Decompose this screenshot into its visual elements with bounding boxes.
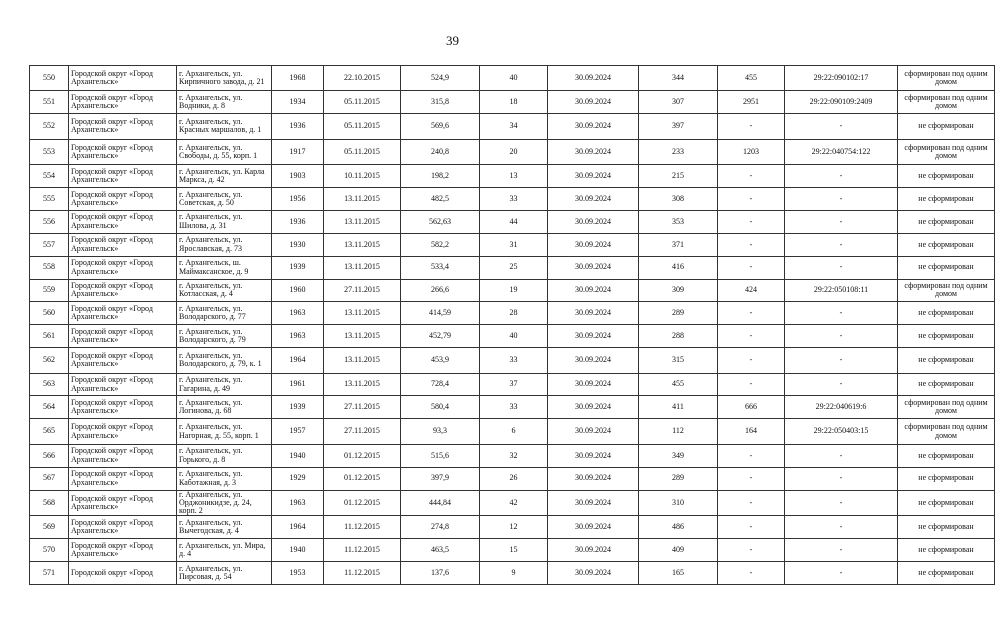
recognition-date-cell: 01.12.2015 (324, 467, 401, 490)
land-area-cell: - (718, 348, 785, 373)
district-cell: Городской округ «Город Архангельск» (69, 66, 177, 91)
recognition-date-cell: 27.11.2015 (324, 419, 401, 444)
floor-area-cell: 580,4 (401, 396, 480, 419)
table-row (30, 490, 995, 516)
table-row (30, 187, 995, 210)
district-cell: Городской округ «Город Архангельск» (69, 279, 177, 302)
count-cell: 315 (639, 348, 718, 373)
build-year-cell: 1940 (272, 539, 324, 562)
district-cell: Городской округ «Город Архангельск» (69, 187, 177, 210)
address-cell: г. Архангельск, ул. Шилова, д. 31 (177, 210, 272, 233)
cadastral-number-cell: - (785, 256, 898, 279)
cadastral-number-cell: - (785, 210, 898, 233)
address-cell: г. Архангельск, ул. Володарского, д. 79 (177, 325, 272, 348)
recognition-date-cell: 11.12.2015 (324, 562, 401, 585)
build-year-cell: 1968 (272, 66, 324, 91)
land-status-cell: не сформирован (898, 210, 995, 233)
recognition-date-cell: 13.11.2015 (324, 302, 401, 325)
residents-cell: 6 (480, 419, 548, 444)
residents-cell: 33 (480, 396, 548, 419)
recognition-date-cell: 13.11.2015 (324, 210, 401, 233)
district-cell: Городской округ «Город Архангельск» (69, 256, 177, 279)
report-date-cell: 30.09.2024 (548, 490, 639, 516)
cadastral-number-cell: - (785, 562, 898, 585)
row-number-cell: 554 (30, 165, 69, 188)
residents-cell: 25 (480, 256, 548, 279)
land-area-cell: 2951 (718, 91, 785, 114)
floor-area-cell: 524,9 (401, 66, 480, 91)
address-cell: г. Архангельск, ул. Горького, д. 8 (177, 444, 272, 467)
build-year-cell: 1963 (272, 302, 324, 325)
residents-cell: 33 (480, 348, 548, 373)
row-number-cell: 571 (30, 562, 69, 585)
land-area-cell: 666 (718, 396, 785, 419)
land-status-cell: не сформирован (898, 114, 995, 139)
count-cell: 371 (639, 233, 718, 256)
cadastral-number-cell: - (785, 539, 898, 562)
residents-cell: 40 (480, 66, 548, 91)
land-area-cell: - (718, 233, 785, 256)
address-cell: г. Архангельск, ул. Пирсовая, д. 54 (177, 562, 272, 585)
floor-area-cell: 582,2 (401, 233, 480, 256)
residents-cell: 32 (480, 444, 548, 467)
address-cell: г. Архангельск, ул. Кирпичного завода, д. 21 (177, 66, 272, 91)
recognition-date-cell: 01.12.2015 (324, 444, 401, 467)
residents-cell: 9 (480, 562, 548, 585)
row-number-cell: 568 (30, 490, 69, 516)
floor-area-cell: 397,9 (401, 467, 480, 490)
table-row (30, 165, 995, 188)
report-date-cell: 30.09.2024 (548, 516, 639, 539)
table-row (30, 114, 995, 139)
table-row (30, 373, 995, 396)
report-date-cell: 30.09.2024 (548, 396, 639, 419)
build-year-cell: 1939 (272, 256, 324, 279)
district-cell: Городской округ «Город Архангельск» (69, 444, 177, 467)
district-cell: Городской округ «Город Архангельск» (69, 419, 177, 444)
land-status-cell: не сформирован (898, 539, 995, 562)
district-cell: Городской округ «Город Архангельск» (69, 165, 177, 188)
residents-cell: 13 (480, 165, 548, 188)
row-number-cell: 553 (30, 139, 69, 164)
cadastral-number-cell: - (785, 490, 898, 516)
land-area-cell: 1203 (718, 139, 785, 164)
land-area-cell: 164 (718, 419, 785, 444)
district-cell: Городской округ «Город Архангельск» (69, 348, 177, 373)
land-status-cell: сформирован под одним домом (898, 139, 995, 164)
count-cell: 409 (639, 539, 718, 562)
row-number-cell: 560 (30, 302, 69, 325)
count-cell: 289 (639, 467, 718, 490)
build-year-cell: 1964 (272, 516, 324, 539)
land-area-cell: - (718, 562, 785, 585)
row-number-cell: 551 (30, 91, 69, 114)
recognition-date-cell: 01.12.2015 (324, 490, 401, 516)
row-number-cell: 552 (30, 114, 69, 139)
district-cell: Городской округ «Город Архангельск» (69, 516, 177, 539)
land-status-cell: не сформирован (898, 444, 995, 467)
land-status-cell: не сформирован (898, 233, 995, 256)
table-row (30, 139, 995, 164)
residents-cell: 31 (480, 233, 548, 256)
build-year-cell: 1929 (272, 467, 324, 490)
land-status-cell: сформирован под одним домом (898, 66, 995, 91)
row-number-cell: 564 (30, 396, 69, 419)
residents-cell: 34 (480, 114, 548, 139)
floor-area-cell: 515,6 (401, 444, 480, 467)
row-number-cell: 550 (30, 66, 69, 91)
report-date-cell: 30.09.2024 (548, 373, 639, 396)
build-year-cell: 1930 (272, 233, 324, 256)
row-number-cell: 565 (30, 419, 69, 444)
residents-cell: 12 (480, 516, 548, 539)
recognition-date-cell: 05.11.2015 (324, 139, 401, 164)
report-date-cell: 30.09.2024 (548, 302, 639, 325)
report-date-cell: 30.09.2024 (548, 539, 639, 562)
build-year-cell: 1964 (272, 348, 324, 373)
address-cell: г. Архангельск, ул. Мира, д. 4 (177, 539, 272, 562)
land-area-cell: - (718, 373, 785, 396)
table-row (30, 444, 995, 467)
residents-cell: 19 (480, 279, 548, 302)
table-row (30, 210, 995, 233)
district-cell: Городской округ «Город Архангельск» (69, 114, 177, 139)
build-year-cell: 1940 (272, 444, 324, 467)
table-row (30, 256, 995, 279)
district-cell: Городской округ «Город Архангельск» (69, 139, 177, 164)
district-cell: Городской округ «Город Архангельск» (69, 302, 177, 325)
count-cell: 353 (639, 210, 718, 233)
address-cell: г. Архангельск, ул. Каботажная, д. 3 (177, 467, 272, 490)
land-status-cell: сформирован под одним домом (898, 419, 995, 444)
cadastral-number-cell: - (785, 444, 898, 467)
cadastral-number-cell: - (785, 114, 898, 139)
floor-area-cell: 482,5 (401, 187, 480, 210)
count-cell: 310 (639, 490, 718, 516)
table-row (30, 348, 995, 373)
cadastral-number-cell: 29:22:050108:11 (785, 279, 898, 302)
address-cell: г. Архангельск, ул. Логинова, д. 68 (177, 396, 272, 419)
row-number-cell: 555 (30, 187, 69, 210)
district-cell: Городской округ «Город Архангельск» (69, 210, 177, 233)
table-body (30, 66, 995, 585)
district-cell: Городской округ «Город Архангельск» (69, 396, 177, 419)
residents-cell: 20 (480, 139, 548, 164)
table-row (30, 279, 995, 302)
report-date-cell: 30.09.2024 (548, 66, 639, 91)
table-row (30, 233, 995, 256)
floor-area-cell: 728,4 (401, 373, 480, 396)
report-date-cell: 30.09.2024 (548, 233, 639, 256)
land-area-cell: - (718, 325, 785, 348)
row-number-cell: 559 (30, 279, 69, 302)
residents-cell: 40 (480, 325, 548, 348)
report-date-cell: 30.09.2024 (548, 91, 639, 114)
floor-area-cell: 453,9 (401, 348, 480, 373)
table-row (30, 419, 995, 444)
count-cell: 307 (639, 91, 718, 114)
land-status-cell: не сформирован (898, 187, 995, 210)
table-row (30, 516, 995, 539)
land-status-cell: не сформирован (898, 516, 995, 539)
recognition-date-cell: 10.11.2015 (324, 165, 401, 188)
land-area-cell: - (718, 114, 785, 139)
row-number-cell: 561 (30, 325, 69, 348)
housing-registry-table (29, 65, 995, 585)
floor-area-cell: 93,3 (401, 419, 480, 444)
district-cell: Городской округ «Город Архангельск» (69, 91, 177, 114)
report-date-cell: 30.09.2024 (548, 210, 639, 233)
row-number-cell: 556 (30, 210, 69, 233)
cadastral-number-cell: - (785, 373, 898, 396)
row-number-cell: 558 (30, 256, 69, 279)
land-status-cell: не сформирован (898, 373, 995, 396)
build-year-cell: 1936 (272, 210, 324, 233)
recognition-date-cell: 13.11.2015 (324, 373, 401, 396)
residents-cell: 28 (480, 302, 548, 325)
land-area-cell: - (718, 187, 785, 210)
table-row (30, 396, 995, 419)
land-area-cell: - (718, 516, 785, 539)
cadastral-number-cell: 29:22:090102:17 (785, 66, 898, 91)
land-area-cell: - (718, 302, 785, 325)
floor-area-cell: 452,79 (401, 325, 480, 348)
table-row (30, 302, 995, 325)
land-area-cell: 424 (718, 279, 785, 302)
recognition-date-cell: 13.11.2015 (324, 348, 401, 373)
recognition-date-cell: 05.11.2015 (324, 91, 401, 114)
table-row (30, 91, 995, 114)
land-status-cell: не сформирован (898, 467, 995, 490)
cadastral-number-cell: - (785, 467, 898, 490)
report-date-cell: 30.09.2024 (548, 562, 639, 585)
address-cell: г. Архангельск, ул. Котласская, д. 4 (177, 279, 272, 302)
recognition-date-cell: 13.11.2015 (324, 187, 401, 210)
report-date-cell: 30.09.2024 (548, 444, 639, 467)
build-year-cell: 1939 (272, 396, 324, 419)
address-cell: г. Архангельск, ул. Водники, д. 8 (177, 91, 272, 114)
land-area-cell: - (718, 467, 785, 490)
floor-area-cell: 198,2 (401, 165, 480, 188)
district-cell: Городской округ «Город Архангельск» (69, 325, 177, 348)
address-cell: г. Архангельск, ул. Красных маршалов, д. 1 (177, 114, 272, 139)
floor-area-cell: 569,6 (401, 114, 480, 139)
build-year-cell: 1953 (272, 562, 324, 585)
floor-area-cell: 266,6 (401, 279, 480, 302)
count-cell: 289 (639, 302, 718, 325)
cadastral-number-cell: 29:22:040619:6 (785, 396, 898, 419)
district-cell: Городской округ «Город Архангельск» (69, 373, 177, 396)
land-status-cell: не сформирован (898, 490, 995, 516)
row-number-cell: 566 (30, 444, 69, 467)
cadastral-number-cell: - (785, 302, 898, 325)
land-area-cell: - (718, 165, 785, 188)
count-cell: 411 (639, 396, 718, 419)
land-status-cell: сформирован под одним домом (898, 91, 995, 114)
report-date-cell: 30.09.2024 (548, 187, 639, 210)
district-cell: Городской округ «Город Архангельск» (69, 539, 177, 562)
land-status-cell: сформирован под одним домом (898, 279, 995, 302)
count-cell: 308 (639, 187, 718, 210)
report-date-cell: 30.09.2024 (548, 419, 639, 444)
floor-area-cell: 444,84 (401, 490, 480, 516)
address-cell: г. Архангельск, ул. Володарского, д. 79, к. 1 (177, 348, 272, 373)
floor-area-cell: 315,8 (401, 91, 480, 114)
table-row (30, 467, 995, 490)
residents-cell: 37 (480, 373, 548, 396)
address-cell: г. Архангельск, ул. Гагарина, д. 49 (177, 373, 272, 396)
count-cell: 416 (639, 256, 718, 279)
residents-cell: 44 (480, 210, 548, 233)
cadastral-number-cell: 29:22:040754:122 (785, 139, 898, 164)
build-year-cell: 1957 (272, 419, 324, 444)
build-year-cell: 1963 (272, 325, 324, 348)
residents-cell: 42 (480, 490, 548, 516)
land-status-cell: не сформирован (898, 256, 995, 279)
address-cell: г. Архангельск, ул. Володарского, д. 77 (177, 302, 272, 325)
build-year-cell: 1917 (272, 139, 324, 164)
cadastral-number-cell: - (785, 348, 898, 373)
floor-area-cell: 240,8 (401, 139, 480, 164)
recognition-date-cell: 11.12.2015 (324, 539, 401, 562)
floor-area-cell: 463,5 (401, 539, 480, 562)
cadastral-number-cell: - (785, 187, 898, 210)
residents-cell: 18 (480, 91, 548, 114)
address-cell: г. Архангельск, ул. Свободы, д. 55, корп. 1 (177, 139, 272, 164)
count-cell: 165 (639, 562, 718, 585)
address-cell: г. Архангельск, ул. Орджоникидзе, д. 24, корп. 2 (177, 490, 272, 516)
table-row (30, 562, 995, 585)
row-number-cell: 567 (30, 467, 69, 490)
recognition-date-cell: 27.11.2015 (324, 279, 401, 302)
report-date-cell: 30.09.2024 (548, 114, 639, 139)
cadastral-number-cell: - (785, 233, 898, 256)
cadastral-number-cell: - (785, 325, 898, 348)
count-cell: 215 (639, 165, 718, 188)
address-cell: г. Архангельск, ш. Маймаксанское, д. 9 (177, 256, 272, 279)
count-cell: 233 (639, 139, 718, 164)
recognition-date-cell: 22.10.2015 (324, 66, 401, 91)
recognition-date-cell: 13.11.2015 (324, 325, 401, 348)
floor-area-cell: 274,8 (401, 516, 480, 539)
floor-area-cell: 533,4 (401, 256, 480, 279)
row-number-cell: 569 (30, 516, 69, 539)
recognition-date-cell: 11.12.2015 (324, 516, 401, 539)
address-cell: г. Архангельск, ул. Ярославская, д. 73 (177, 233, 272, 256)
page-number: 39 (446, 33, 459, 48)
land-area-cell: - (718, 490, 785, 516)
build-year-cell: 1960 (272, 279, 324, 302)
land-status-cell: не сформирован (898, 302, 995, 325)
land-status-cell: не сформирован (898, 165, 995, 188)
count-cell: 455 (639, 373, 718, 396)
residents-cell: 26 (480, 467, 548, 490)
land-status-cell: не сформирован (898, 562, 995, 585)
count-cell: 486 (639, 516, 718, 539)
land-area-cell: - (718, 444, 785, 467)
build-year-cell: 1956 (272, 187, 324, 210)
row-number-cell: 570 (30, 539, 69, 562)
table-row (30, 539, 995, 562)
build-year-cell: 1961 (272, 373, 324, 396)
count-cell: 397 (639, 114, 718, 139)
count-cell: 309 (639, 279, 718, 302)
recognition-date-cell: 27.11.2015 (324, 396, 401, 419)
recognition-date-cell: 13.11.2015 (324, 233, 401, 256)
land-status-cell: сформирован под одним домом (898, 396, 995, 419)
report-date-cell: 30.09.2024 (548, 348, 639, 373)
address-cell: г. Архангельск, ул. Советская, д. 50 (177, 187, 272, 210)
district-cell: Городской округ «Город (69, 562, 177, 585)
table-row (30, 325, 995, 348)
land-status-cell: не сформирован (898, 325, 995, 348)
row-number-cell: 557 (30, 233, 69, 256)
report-date-cell: 30.09.2024 (548, 325, 639, 348)
residents-cell: 15 (480, 539, 548, 562)
floor-area-cell: 414,59 (401, 302, 480, 325)
land-status-cell: не сформирован (898, 348, 995, 373)
report-date-cell: 30.09.2024 (548, 165, 639, 188)
residents-cell: 33 (480, 187, 548, 210)
report-date-cell: 30.09.2024 (548, 139, 639, 164)
land-area-cell: - (718, 210, 785, 233)
district-cell: Городской округ «Город Архангельск» (69, 490, 177, 516)
row-number-cell: 563 (30, 373, 69, 396)
build-year-cell: 1934 (272, 91, 324, 114)
address-cell: г. Архангельск, ул. Карла Маркса, д. 42 (177, 165, 272, 188)
count-cell: 288 (639, 325, 718, 348)
build-year-cell: 1936 (272, 114, 324, 139)
count-cell: 349 (639, 444, 718, 467)
cadastral-number-cell: - (785, 165, 898, 188)
build-year-cell: 1963 (272, 490, 324, 516)
table-row (30, 66, 995, 91)
land-area-cell: 455 (718, 66, 785, 91)
address-cell: г. Архангельск, ул. Вычегодская, д. 4 (177, 516, 272, 539)
district-cell: Городской округ «Город Архангельск» (69, 467, 177, 490)
recognition-date-cell: 13.11.2015 (324, 256, 401, 279)
count-cell: 112 (639, 419, 718, 444)
report-date-cell: 30.09.2024 (548, 467, 639, 490)
cadastral-number-cell: 29:22:050403:15 (785, 419, 898, 444)
report-date-cell: 30.09.2024 (548, 279, 639, 302)
recognition-date-cell: 05.11.2015 (324, 114, 401, 139)
floor-area-cell: 137,6 (401, 562, 480, 585)
count-cell: 344 (639, 66, 718, 91)
land-area-cell: - (718, 539, 785, 562)
land-area-cell: - (718, 256, 785, 279)
row-number-cell: 562 (30, 348, 69, 373)
cadastral-number-cell: - (785, 516, 898, 539)
address-cell: г. Архангельск, ул. Нагорная, д. 55, корп. 1 (177, 419, 272, 444)
report-date-cell: 30.09.2024 (548, 256, 639, 279)
cadastral-number-cell: 29:22:090109:2409 (785, 91, 898, 114)
district-cell: Городской округ «Город Архангельск» (69, 233, 177, 256)
build-year-cell: 1903 (272, 165, 324, 188)
floor-area-cell: 562,63 (401, 210, 480, 233)
